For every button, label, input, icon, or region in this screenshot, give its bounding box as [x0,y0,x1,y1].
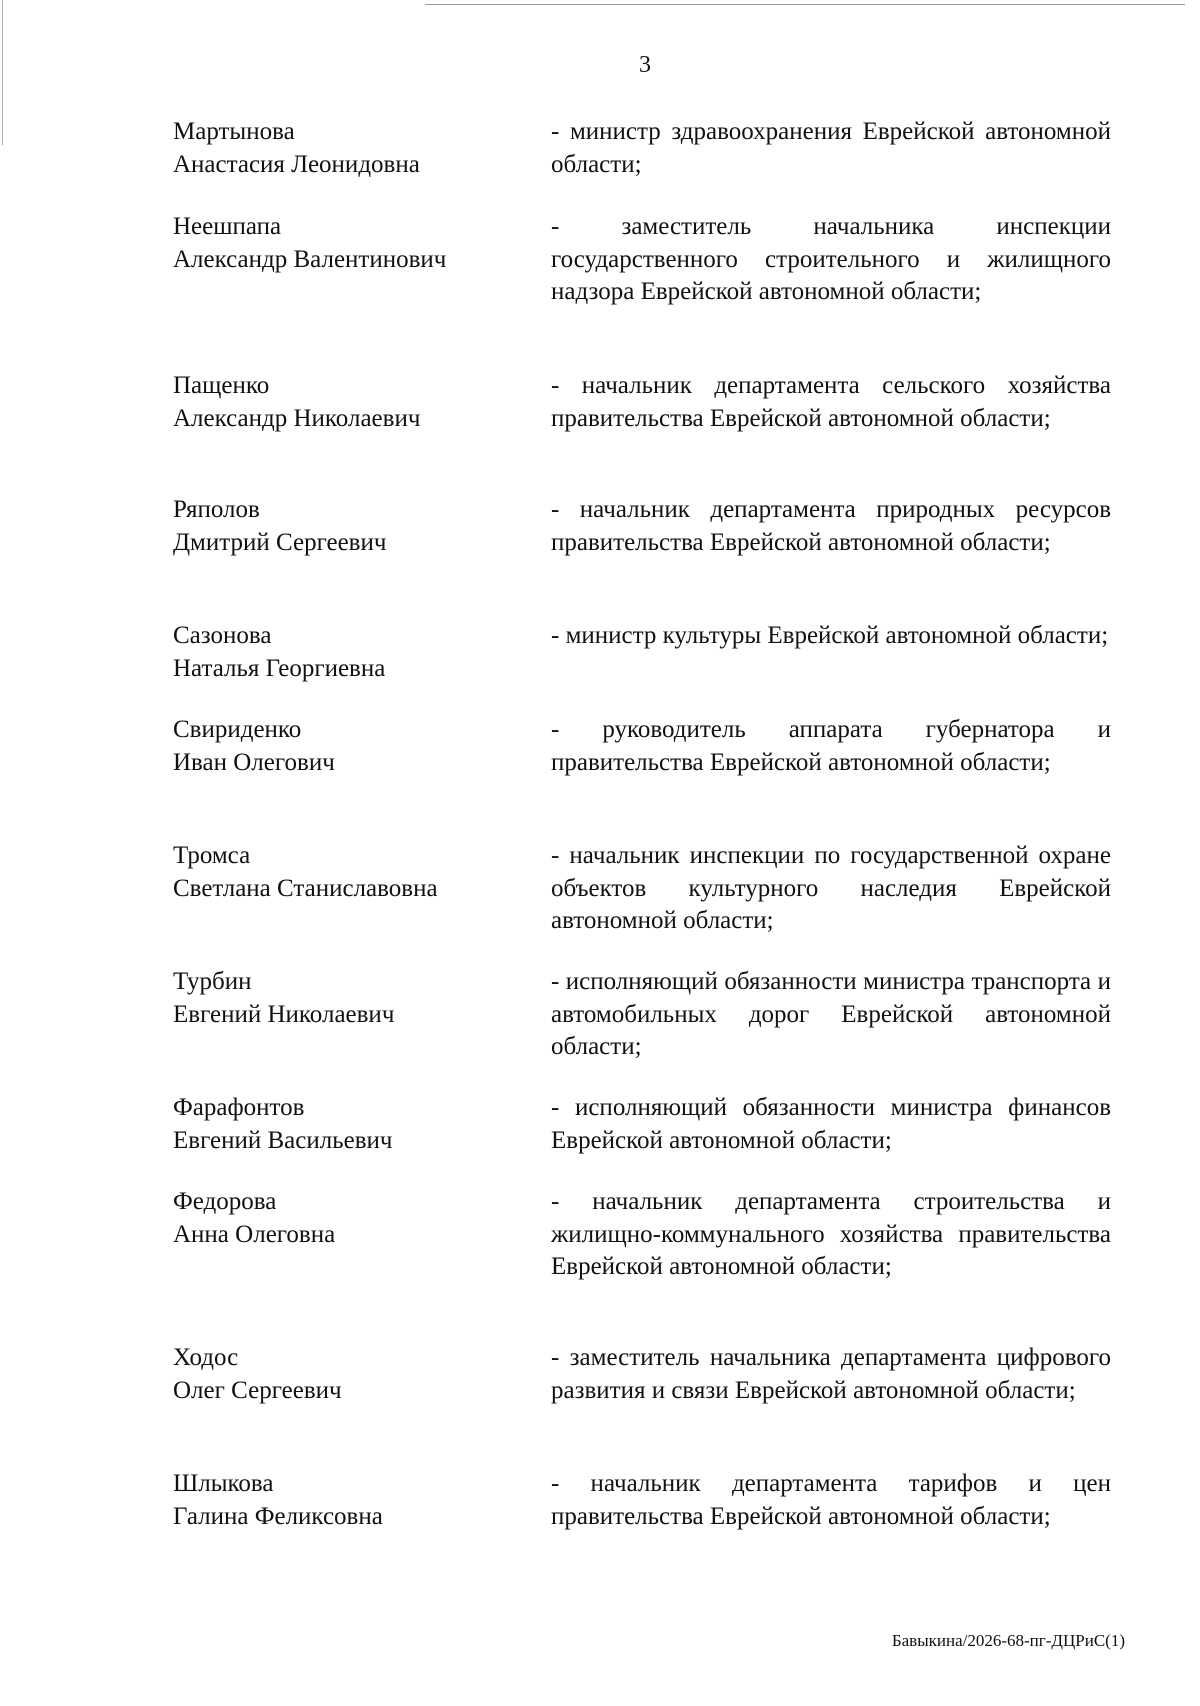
member-position: - министр культуры Еврейской автономной области; [551,622,1109,649]
member-position: - начальник департамента тарифов и цен правительства Еврейской автономной области; [551,1470,1111,1530]
document-reference-code: Бавыкина/2026-68-пг-ДЦРиС(1) [891,1631,1125,1650]
member-name [173,1342,533,1407]
member-name [173,714,533,779]
member-name [173,494,533,559]
member-surname: Неешпапа [173,213,282,240]
member-name [173,211,533,276]
member-position: - начальник департамента природных ресурсов правительства Еврейской автономной области; [551,496,1111,556]
member-name [173,116,533,181]
member-name [173,620,533,685]
member-surname: Ряполов [173,496,260,523]
member-position: - министр здравоохранения Еврейской автономной области; [551,118,1111,178]
member-name [173,370,533,435]
member-given-names: Анастасия Леонидовна [173,150,420,178]
member-given-names: Дмитрий Сергеевич [173,528,387,556]
member-name [173,1186,533,1251]
member-surname: Фарафонтов [173,1094,305,1121]
member-given-names: Александр Николаевич [173,404,421,432]
member-name [173,966,533,1031]
member-position: - руководитель аппарата губернатора и правительства Еврейской автономной области; [551,716,1111,776]
member-surname: Федорова [173,1188,277,1215]
scan-edge-line-left [2,0,3,145]
member-surname: Свириденко [173,716,302,743]
member-given-names: Наталья Георгиевна [173,654,386,682]
member-surname: Сазонова [173,622,272,649]
scan-edge-line-top [425,4,1185,5]
member-position: - начальник департамента сельского хозяйства правительства Еврейской автономной области; [551,372,1111,432]
member-name [173,1092,533,1157]
member-given-names: Евгений Николаевич [173,1000,395,1028]
member-position: - начальник инспекции по государственной охране объектов культурного наследия Еврейской автономной области; [551,842,1111,934]
member-given-names: Галина Феликсовна [173,1502,383,1530]
member-name [173,840,533,905]
member-surname: Мартынова [173,118,295,145]
member-given-names: Александр Валентинович [173,245,447,273]
member-position: - заместитель начальника департамента цифрового развития и связи Еврейской автономной области; [551,1344,1111,1404]
member-surname: Пащенко [173,372,270,399]
member-given-names: Анна Олеговна [173,1220,336,1248]
member-surname: Шлыкова [173,1470,274,1497]
member-position: - начальник департамента строительства и жилищно-коммунального хозяйства правительства Еврейской автономной области; [551,1188,1111,1280]
member-given-names: Евгений Васильевич [173,1126,393,1154]
member-given-names: Иван Олегович [173,748,335,776]
member-surname: Тромса [173,842,251,869]
page-number: 3 [639,52,651,78]
member-surname: Турбин [173,968,252,995]
member-name [173,1468,533,1533]
member-position: - исполняющий обязанности министра транспорта и автомобильных дорог Еврейской автономной области; [551,968,1111,1060]
member-position: - заместитель начальника инспекции государственного строительного и жилищного надзора Еврейской автономной области; [551,213,1111,305]
member-given-names: Светлана Станиславовна [173,874,438,902]
member-position: - исполняющий обязанности министра финансов Еврейской автономной области; [551,1094,1111,1154]
member-given-names: Олег Сергеевич [173,1376,342,1404]
member-surname: Ходос [173,1344,239,1371]
